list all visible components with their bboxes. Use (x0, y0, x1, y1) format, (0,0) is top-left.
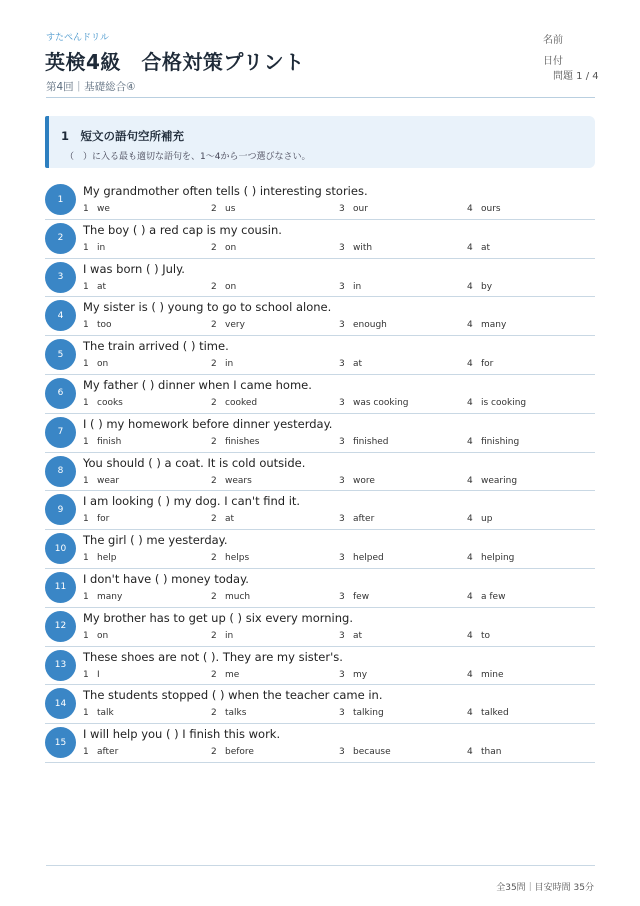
option-number: 3 (339, 281, 345, 292)
header-divider (46, 97, 595, 98)
option-text: talk (97, 708, 114, 719)
option-text: with (353, 242, 373, 253)
option-number: 2 (211, 630, 217, 641)
option-text: for (481, 359, 494, 370)
answer-option[interactable] (83, 514, 109, 524)
option-text: helping (481, 553, 515, 564)
question-number-badge: 9 (45, 494, 76, 525)
question-text: I am looking ( ) my dog. I can't find it. (83, 494, 301, 509)
answer-option[interactable] (339, 476, 375, 486)
option-number: 1 (83, 359, 89, 370)
answer-option[interactable] (339, 553, 384, 563)
option-text: few (353, 591, 370, 602)
question-item (45, 297, 595, 336)
answer-option[interactable] (339, 282, 361, 292)
option-number: 4 (467, 281, 473, 292)
problem-counter: 問題 1 / 4 (553, 71, 599, 82)
option-text: help (97, 553, 117, 564)
option-text: on (97, 359, 109, 370)
question-text: You should ( ) a coat. It is cold outside. (83, 455, 306, 470)
question-number-badge: 3 (45, 262, 76, 293)
option-number: 1 (83, 669, 89, 680)
option-number: 4 (467, 553, 473, 564)
option-number: 3 (339, 630, 345, 641)
option-text: much (225, 591, 251, 602)
option-text: finished (353, 436, 389, 447)
answer-option[interactable] (83, 631, 108, 641)
question-number-badge: 11 (45, 572, 76, 603)
answer-option[interactable] (339, 204, 368, 214)
option-text: finish (97, 436, 122, 447)
option-number: 1 (83, 630, 89, 641)
option-text: finishing (481, 436, 520, 447)
question-text: The train arrived ( ) time. (83, 339, 229, 354)
option-text: wearing (481, 475, 518, 486)
option-number: 4 (467, 514, 473, 525)
question-text: The boy ( ) a red cap is my cousin. (83, 222, 282, 237)
answer-option[interactable] (211, 320, 245, 330)
option-text: many (97, 591, 123, 602)
answer-option[interactable] (211, 398, 257, 408)
answer-option[interactable] (211, 204, 235, 214)
section-title: 1 短文の語句空所補充 (61, 129, 185, 143)
question-item (45, 414, 595, 453)
answer-option[interactable] (339, 243, 372, 253)
option-text: because (353, 747, 391, 758)
question-number-badge: 13 (45, 650, 76, 681)
option-number: 1 (83, 436, 89, 447)
option-text: many (481, 320, 507, 331)
option-text: wore (353, 475, 375, 486)
option-text: for (97, 514, 110, 525)
question-number-badge: 2 (45, 223, 76, 254)
option-text: in (225, 359, 234, 370)
section-accent-bar (45, 116, 49, 168)
option-number: 1 (83, 281, 89, 292)
question-item (45, 647, 595, 686)
footer-divider (46, 865, 595, 866)
name-label: 名前 (543, 35, 563, 46)
option-text: after (97, 747, 119, 758)
option-number: 3 (339, 436, 345, 447)
answer-option[interactable] (467, 398, 526, 408)
answer-option[interactable] (211, 670, 239, 680)
option-number: 1 (83, 514, 89, 525)
option-text: talked (481, 708, 509, 719)
option-text: helped (353, 553, 384, 564)
answer-option[interactable] (467, 747, 501, 757)
answer-option[interactable] (467, 359, 493, 369)
answer-option[interactable] (83, 204, 110, 214)
question-item (45, 375, 595, 414)
option-number: 4 (467, 630, 473, 641)
option-text: cooks (97, 397, 123, 408)
answer-option[interactable] (467, 282, 492, 292)
question-item (45, 220, 595, 259)
option-text: at (481, 242, 491, 253)
question-text: I ( ) my homework before dinner yesterday. (83, 416, 333, 431)
option-number: 3 (339, 397, 345, 408)
option-text: enough (353, 320, 387, 331)
page-title: 英検4級 合格対策プリント (45, 50, 305, 74)
question-text: I will help you ( ) I finish this work. (83, 727, 281, 742)
answer-option[interactable] (83, 243, 105, 253)
option-text: after (353, 514, 375, 525)
option-text: at (97, 281, 107, 292)
option-text: wears (225, 475, 252, 486)
option-text: very (225, 320, 245, 331)
option-text: me (225, 669, 240, 680)
question-text: My grandmother often tells ( ) interesting stories. (83, 184, 368, 198)
option-number: 3 (339, 359, 345, 370)
answer-option[interactable] (339, 747, 391, 757)
option-number: 2 (211, 669, 217, 680)
option-text: than (481, 747, 502, 758)
option-text: in (225, 630, 234, 641)
answer-option[interactable] (467, 670, 504, 680)
answer-option[interactable] (83, 708, 114, 718)
option-text: a few (481, 591, 506, 602)
answer-option[interactable] (83, 747, 118, 757)
answer-option[interactable] (211, 592, 250, 602)
option-number: 4 (467, 747, 473, 758)
option-text: on (97, 630, 109, 641)
question-item (45, 724, 595, 763)
option-number: 2 (211, 242, 217, 253)
option-number: 4 (467, 204, 473, 214)
option-text: before (225, 747, 254, 758)
option-text: my (353, 669, 368, 680)
section-instruction: （ ）に入る最も適切な語句を、1〜4から一つ選びなさい。 (65, 152, 311, 162)
option-number: 1 (83, 553, 89, 564)
option-text: up (481, 514, 493, 525)
option-text: in (353, 281, 362, 292)
question-item (45, 453, 595, 492)
answer-option[interactable] (339, 631, 362, 641)
answer-option[interactable] (339, 708, 384, 718)
question-text: I don't have ( ) money today. (83, 571, 249, 586)
answer-option[interactable] (211, 553, 249, 563)
option-number: 1 (83, 204, 89, 214)
option-number: 3 (339, 204, 345, 214)
option-text: by (481, 281, 493, 292)
question-item (45, 259, 595, 298)
answer-option[interactable] (339, 437, 389, 447)
option-number: 3 (339, 747, 345, 758)
question-item (45, 685, 595, 724)
answer-option[interactable] (467, 708, 509, 718)
option-text: we (97, 204, 110, 214)
question-number-badge: 12 (45, 611, 76, 642)
option-number: 3 (339, 320, 345, 331)
option-number: 4 (467, 359, 473, 370)
answer-option[interactable] (467, 514, 492, 524)
answer-option[interactable] (339, 398, 409, 408)
option-number: 3 (339, 708, 345, 719)
option-number: 1 (83, 591, 89, 602)
option-text: to (481, 630, 491, 641)
question-item (45, 336, 595, 375)
question-item (45, 569, 595, 608)
footer-info: 全35問｜目安時間 35分 (496, 883, 594, 893)
answer-option[interactable] (339, 359, 362, 369)
option-number: 3 (339, 591, 345, 602)
option-number: 4 (467, 320, 473, 331)
option-number: 3 (339, 514, 345, 525)
question-number-badge: 6 (45, 378, 76, 409)
answer-option[interactable] (83, 359, 108, 369)
option-text: helps (225, 553, 250, 564)
option-text: too (97, 320, 112, 331)
option-number: 2 (211, 397, 217, 408)
option-number: 1 (83, 747, 89, 758)
option-number: 2 (211, 553, 217, 564)
option-number: 2 (211, 436, 217, 447)
option-number: 3 (339, 475, 345, 486)
answer-option[interactable] (83, 320, 112, 330)
option-text: ours (481, 204, 501, 214)
question-text: The students stopped ( ) when the teacher came in. (83, 688, 383, 703)
option-number: 1 (83, 242, 89, 253)
answer-option[interactable] (467, 320, 506, 330)
option-number: 3 (339, 669, 345, 680)
answer-option[interactable] (339, 514, 374, 524)
option-text: wear (97, 475, 120, 486)
question-number-badge: 10 (45, 533, 76, 564)
option-text: I (97, 669, 100, 680)
question-text: The girl ( ) me yesterday. (83, 533, 228, 548)
question-number-badge: 15 (45, 727, 76, 758)
answer-option[interactable] (83, 592, 122, 602)
brand-label: すたぺんドリル (46, 33, 110, 43)
question-text: My brother has to get up ( ) six every morning. (83, 610, 353, 625)
answer-option[interactable] (83, 398, 123, 408)
answer-option[interactable] (467, 631, 490, 641)
option-text: mine (481, 669, 504, 680)
question-number-badge: 1 (45, 184, 76, 215)
option-number: 4 (467, 397, 473, 408)
option-number: 2 (211, 475, 217, 486)
question-number-badge: 5 (45, 339, 76, 370)
question-number-badge: 7 (45, 417, 76, 448)
option-number: 4 (467, 242, 473, 253)
option-text: was cooking (353, 397, 409, 408)
question-item (45, 530, 595, 569)
option-number: 2 (211, 514, 217, 525)
option-number: 1 (83, 397, 89, 408)
question-text: I was born ( ) July. (83, 261, 185, 276)
option-number: 1 (83, 475, 89, 486)
option-number: 3 (339, 553, 345, 564)
answer-option[interactable] (83, 437, 121, 447)
option-number: 4 (467, 436, 473, 447)
option-text: at (353, 359, 363, 370)
question-list (45, 181, 595, 763)
answer-option[interactable] (83, 670, 100, 680)
option-text: is cooking (481, 397, 527, 408)
question-number-badge: 8 (45, 456, 76, 487)
option-number: 4 (467, 475, 473, 486)
question-number-badge: 4 (45, 300, 76, 331)
option-number: 3 (339, 242, 345, 253)
option-text: at (225, 514, 235, 525)
answer-option[interactable] (83, 476, 119, 486)
option-number: 4 (467, 669, 473, 680)
answer-option[interactable] (211, 747, 254, 757)
answer-option[interactable] (339, 670, 367, 680)
answer-option[interactable] (83, 282, 106, 292)
answer-option[interactable] (211, 437, 260, 447)
option-number: 2 (211, 359, 217, 370)
answer-option[interactable] (467, 592, 505, 602)
option-text: finishes (225, 436, 260, 447)
page-subtitle: 第4回｜基礎総合④ (46, 81, 136, 93)
question-text: These shoes are not ( ). They are my sister's. (83, 649, 343, 664)
option-text: our (353, 204, 368, 214)
answer-option[interactable] (467, 204, 501, 214)
option-number: 1 (83, 320, 89, 331)
answer-option[interactable] (83, 553, 116, 563)
answer-option[interactable] (211, 359, 233, 369)
answer-option[interactable] (467, 243, 490, 253)
option-text: us (225, 204, 236, 214)
option-number: 2 (211, 708, 217, 719)
option-number: 2 (211, 281, 217, 292)
section-header (45, 116, 595, 168)
option-number: 2 (211, 747, 217, 758)
answer-option[interactable] (467, 476, 517, 486)
date-label: 日付 (543, 56, 563, 67)
question-item (45, 491, 595, 530)
option-number: 1 (83, 708, 89, 719)
answer-option[interactable] (211, 243, 236, 253)
question-number-badge: 14 (45, 688, 76, 719)
answer-option[interactable] (211, 631, 233, 641)
answer-option[interactable] (339, 592, 369, 602)
answer-option[interactable] (211, 476, 252, 486)
answer-option[interactable] (211, 514, 234, 524)
question-item (45, 181, 595, 220)
answer-option[interactable] (467, 553, 514, 563)
question-text: My father ( ) dinner when I came home. (83, 377, 312, 392)
answer-option[interactable] (339, 320, 387, 330)
option-text: talking (353, 708, 384, 719)
option-text: on (225, 281, 237, 292)
answer-option[interactable] (211, 282, 236, 292)
question-text: My sister is ( ) young to go to school alone. (83, 300, 332, 315)
option-number: 2 (211, 204, 217, 214)
question-item (45, 608, 595, 647)
option-number: 4 (467, 591, 473, 602)
answer-option[interactable] (211, 708, 246, 718)
option-number: 4 (467, 708, 473, 719)
option-number: 2 (211, 591, 217, 602)
option-text: at (353, 630, 363, 641)
option-text: in (97, 242, 106, 253)
option-text: on (225, 242, 237, 253)
answer-option[interactable] (467, 437, 519, 447)
option-text: cooked (225, 397, 258, 408)
option-text: talks (225, 708, 247, 719)
option-number: 2 (211, 320, 217, 331)
